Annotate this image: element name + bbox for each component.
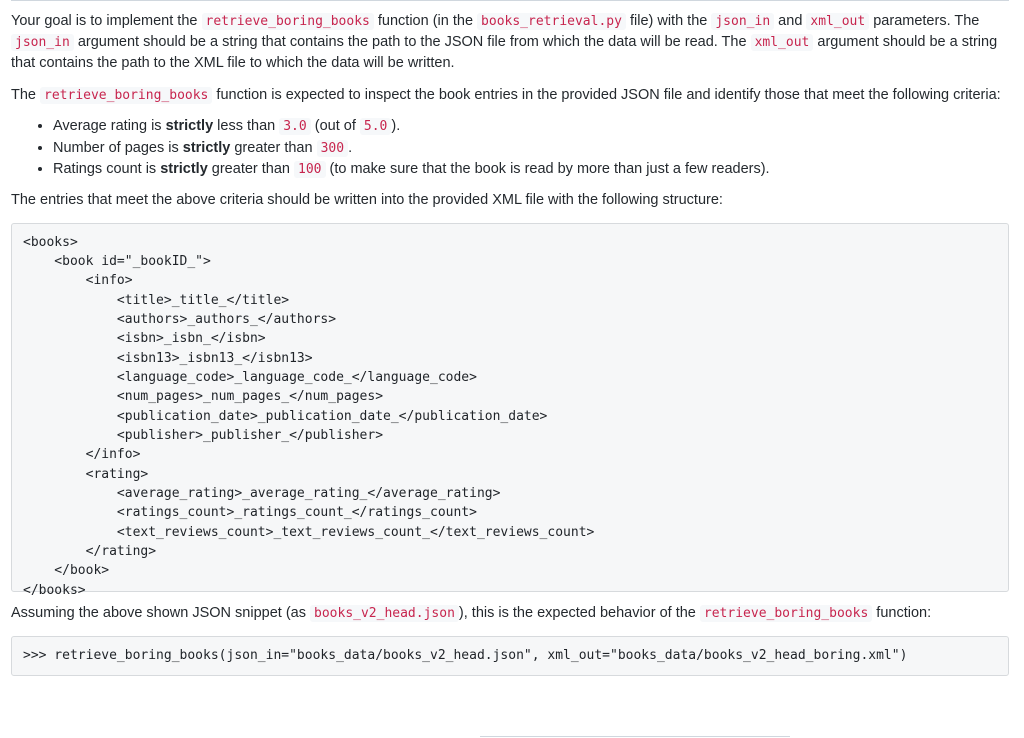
xml-structure-code-block: <books> <book id="_bookID_"> <info> <title>_title_</title> <authors>_authors_</authors> <isbn>_isbn_</isbn> <isbn13>_isbn13_</isbn13> <language_code>_language_code_</language_code> <num_pages>_num_pages_</num_pages> <publication_date>_publication_date_</publication_date> <publisher>_publisher_</publisher> </info> <rating> <average_rating>_average_rating_</average_rating> <ratings_count>_ratings_count_</ratings_count> <text_reviews_count>_text_reviews_count_</text_reviews_count> </rating> </book> </books>: [11, 223, 1009, 592]
max-rating-code: 5.0: [360, 118, 391, 135]
function-name-code: retrieve_boring_books: [40, 87, 212, 104]
param-json-in-code: json_in: [11, 34, 74, 51]
threshold-code: 3.0: [279, 118, 310, 135]
example-command-code-block: >>> retrieve_boring_books(json_in="books_data/books_v2_head.json", xml_out="books_data/books_v2_head_boring.xml"): [11, 636, 1009, 676]
criteria-text: .: [348, 139, 353, 156]
criteria-text: ).: [391, 118, 401, 134]
emphasis-strictly: strictly: [182, 139, 231, 156]
assignment-description: [11, 11, 1009, 676]
criteria-text: (to make sure that the book is read by more than just a few readers).: [325, 161, 770, 177]
emphasis-strictly: strictly: [165, 118, 214, 134]
intro-text: argument should be a string that contains the path to the XML file to which the data will be written.: [11, 34, 998, 71]
example-intro-text: Assuming the above shown JSON snippet (as: [11, 604, 311, 621]
file-name-code: books_retrieval.py: [477, 13, 626, 30]
criteria-text: greater than: [207, 161, 295, 177]
function-name-code: retrieve_boring_books: [700, 605, 872, 622]
intro-text: function (in the: [373, 13, 478, 29]
criteria-item-num-pages: [53, 138, 1009, 160]
intro-text: parameters. The: [869, 13, 980, 29]
criteria-list: [11, 116, 1009, 181]
intro-paragraph: [11, 11, 1009, 74]
bottom-divider: [480, 736, 790, 737]
criteria-text: less than: [213, 118, 280, 134]
example-intro-text: function:: [872, 604, 932, 621]
param-xml-out-code: xml_out: [751, 34, 814, 51]
structure-intro-paragraph: The entries that meet the above criteria should be written into the provided XML file with the following structure:: [11, 191, 723, 208]
criteria-intro-text: function is expected to inspect the book entries in the provided JSON file and identify those that meet the following criteria:: [212, 87, 1001, 103]
criteria-item-ratings-count: [53, 159, 1009, 181]
criteria-intro-paragraph: [11, 85, 1009, 106]
top-divider: [11, 0, 1009, 1]
function-name-code: retrieve_boring_books: [202, 13, 374, 30]
example-intro-paragraph: [11, 603, 1009, 624]
json-file-code: books_v2_head.json: [310, 605, 459, 622]
threshold-code: 300: [317, 140, 348, 157]
param-json-in-code: json_in: [711, 13, 774, 30]
criteria-item-average-rating: [53, 116, 1009, 138]
intro-text: Your goal is to implement the: [11, 13, 202, 29]
criteria-text: Average rating is: [53, 118, 166, 134]
intro-text: file) with the: [625, 13, 712, 29]
example-intro-text: ), this is the expected behavior of the: [458, 604, 700, 621]
intro-text: and: [774, 13, 807, 29]
criteria-text: Ratings count is: [53, 161, 161, 177]
emphasis-strictly: strictly: [160, 161, 208, 177]
criteria-text: (out of: [310, 118, 360, 134]
criteria-text: greater than: [230, 139, 317, 156]
criteria-text: Number of pages is: [53, 139, 183, 156]
param-xml-out-code: xml_out: [806, 13, 869, 30]
intro-text: argument should be a string that contains the path to the JSON file from which the data will be read. The: [73, 34, 751, 50]
criteria-intro-text: The: [11, 87, 41, 103]
threshold-code: 100: [294, 161, 325, 178]
